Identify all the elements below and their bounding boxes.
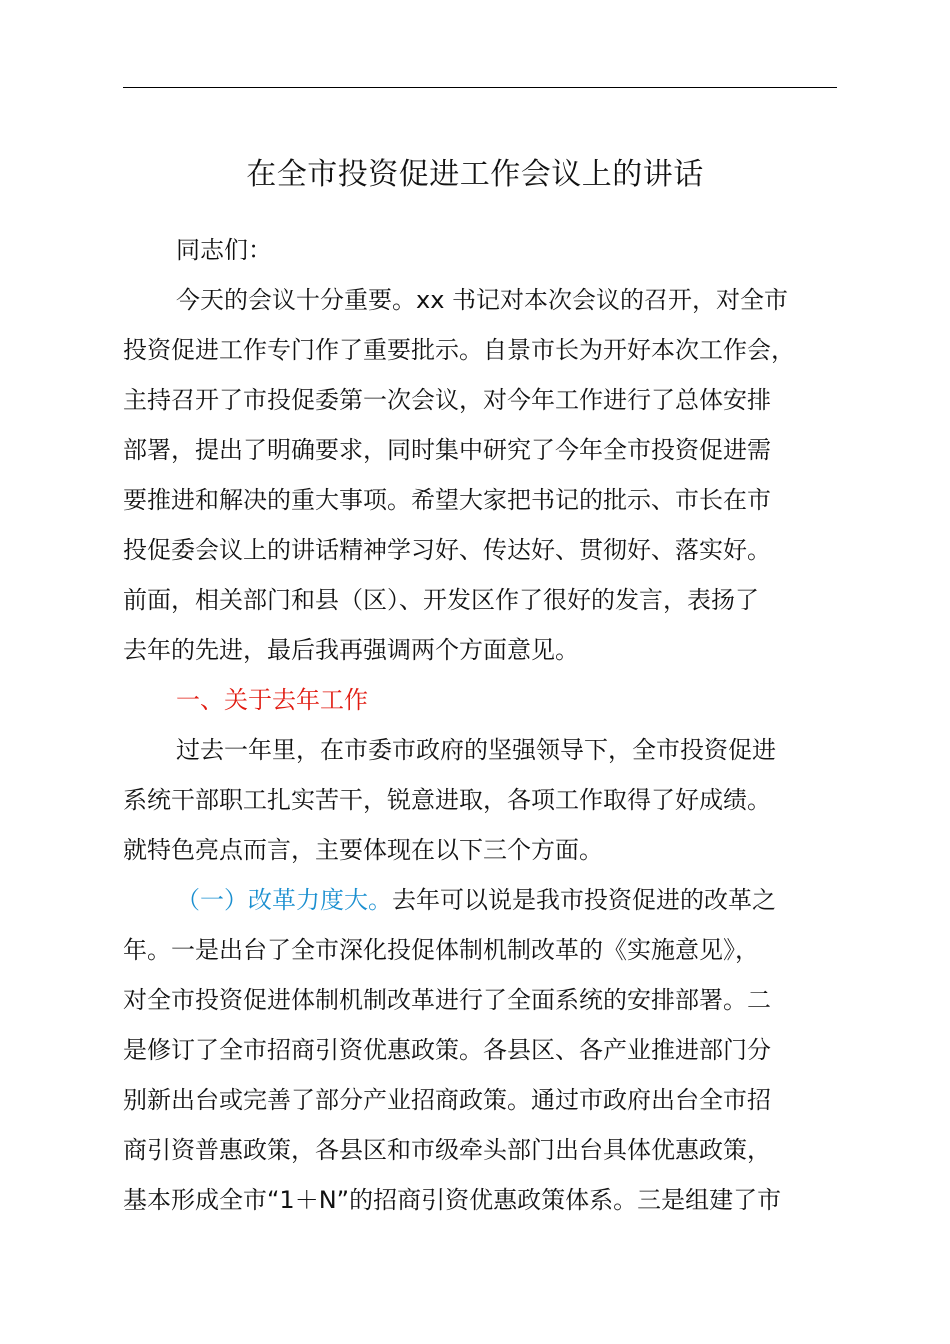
subsection-line [123, 875, 837, 925]
paragraph-line: 基本形成全市“1＋N”的招商引资优惠政策体系。三是组建了市 [123, 1186, 782, 1214]
paragraph-line: 是修订了全市招商引资优惠政策。各县区、各产业推进部门分 [123, 1036, 771, 1064]
paragraph-line: 对全市投资促进体制机制改革进行了全面系统的安排部署。二 [123, 986, 771, 1014]
paragraph-text: 去年可以说是我市投资促进的改革之 [392, 886, 776, 914]
document-title: 在全市投资促进工作会议上的讲话 [246, 157, 704, 192]
subsection-heading: （一）改革力度大。 [176, 886, 392, 914]
section-heading: 一、关于去年工作 [176, 686, 368, 714]
paragraph-line: 去年的先进，最后我再强调两个方面意见。 [123, 636, 579, 664]
paragraph-line: 商引资普惠政策，各县区和市级牵头部门出台具体优惠政策， [123, 1136, 771, 1164]
paragraph-line: 主持召开了市投促委第一次会议，对今年工作进行了总体安排 [123, 386, 771, 414]
paragraph-line: 就特色亮点而言，主要体现在以下三个方面。 [123, 836, 603, 864]
salutation: 同志们： [176, 236, 272, 264]
paragraph-line: 今天的会议十分重要。xx 书记对本次会议的召开，对全市 [176, 286, 789, 314]
paragraph-line: 年。一是出台了全市深化投促体制机制改革的《实施意见》， [123, 936, 759, 964]
paragraph-line: 别新出台或完善了部分产业招商政策。通过市政府出台全市招 [123, 1086, 771, 1114]
paragraph-line: 投促委会议上的讲话精神学习好、传达好、贯彻好、落实好。 [123, 536, 771, 564]
header-rule [123, 87, 837, 88]
paragraph-line: 投资促进工作专门作了重要批示。自景市长为开好本次工作会， [123, 336, 795, 364]
document-body [123, 225, 837, 1225]
paragraph-line: 要推进和解决的重大事项。希望大家把书记的批示、市长在市 [123, 486, 771, 514]
paragraph-line: 部署，提出了明确要求，同时集中研究了今年全市投资促进需 [123, 436, 771, 464]
paragraph-line: 前面，相关部门和县（区）、开发区作了很好的发言，表扬了 [123, 586, 759, 614]
paragraph-line: 系统干部职工扎实苦干，锐意进取，各项工作取得了好成绩。 [123, 786, 771, 814]
paragraph-line: 过去一年里，在市委市政府的坚强领导下，全市投资促进 [176, 736, 776, 764]
